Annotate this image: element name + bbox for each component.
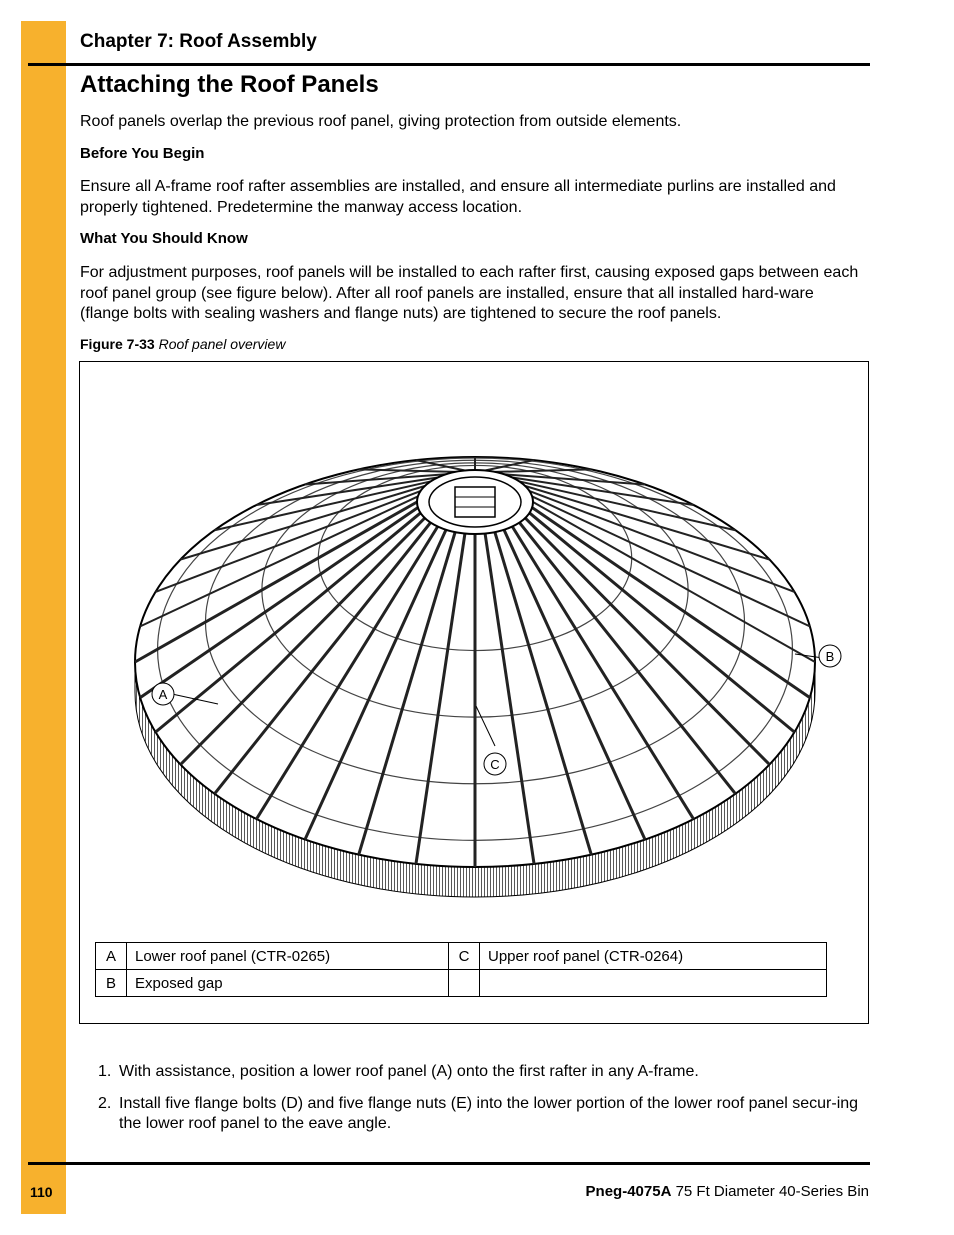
chapter-heading: Chapter 7: Roof Assembly	[80, 31, 317, 52]
figure-number: Figure 7-33	[80, 336, 155, 352]
legend-key: C	[449, 943, 480, 970]
callout-b-label: B	[825, 649, 835, 664]
step-number: 2.	[98, 1094, 112, 1112]
before-you-begin-text: Ensure all A-frame roof rafter assemblies are installed, and ensure all intermediate purlins are installed and properly tightened. Predetermine the manway access location.	[80, 178, 836, 216]
footer-document-info	[586, 1183, 869, 1200]
document-id: Pneg-4075A	[585, 1183, 672, 1200]
step-item	[80, 1094, 870, 1135]
header-rule	[28, 63, 870, 66]
step-text: With assistance, position a lower roof panel (A) onto the first rafter in any A-frame.	[119, 1063, 699, 1080]
legend-key: B	[96, 970, 127, 997]
page-number: 110	[30, 1184, 53, 1200]
step-number: 1.	[98, 1063, 112, 1080]
document-title: 75 Ft Diameter 40-Series Bin	[675, 1183, 869, 1200]
legend-key: A	[96, 943, 127, 970]
footer-rule	[28, 1162, 870, 1165]
intro-paragraph: Roof panels overlap the previous roof panel, giving protection from outside elements.	[80, 113, 682, 130]
step-text: Install five flange bolts (D) and five flange nuts (E) into the lower portion of the lower roof panel secur-ing the lower roof panel to the eave angle.	[119, 1094, 859, 1132]
before-you-begin-heading: Before You Begin	[80, 145, 205, 162]
callout-c-label: C	[490, 757, 500, 772]
chapter-sidebar-bar	[21, 21, 66, 1214]
legend-description	[480, 970, 827, 997]
roof-dome-illustration	[130, 422, 835, 892]
what-you-should-know-text: For adjustment purposes, roof panels will be installed to each rafter first, causing exposed gaps between each roof panel group (see figure below). After all roof panels are installed, ensure that all installed hard-ware (flange bolts with sealing washers and flange nuts) are tightened to secure the roof panels.	[80, 264, 859, 322]
figure-legend-table	[95, 942, 827, 997]
legend-row	[96, 970, 827, 997]
figure-frame	[79, 361, 869, 1024]
figure-caption	[80, 336, 285, 352]
figure-title: Roof panel overview	[158, 336, 286, 352]
what-you-should-know-heading: What You Should Know	[80, 230, 248, 247]
legend-description: Exposed gap	[127, 970, 449, 997]
legend-description: Lower roof panel (CTR-0265)	[127, 943, 449, 970]
step-item	[80, 1062, 870, 1083]
legend-description: Upper roof panel (CTR-0264)	[480, 943, 827, 970]
instruction-steps	[80, 1062, 870, 1146]
legend-key	[449, 970, 480, 997]
page-title: Attaching the Roof Panels	[80, 71, 379, 98]
legend-row	[96, 943, 827, 970]
callout-a-label: A	[158, 687, 168, 702]
